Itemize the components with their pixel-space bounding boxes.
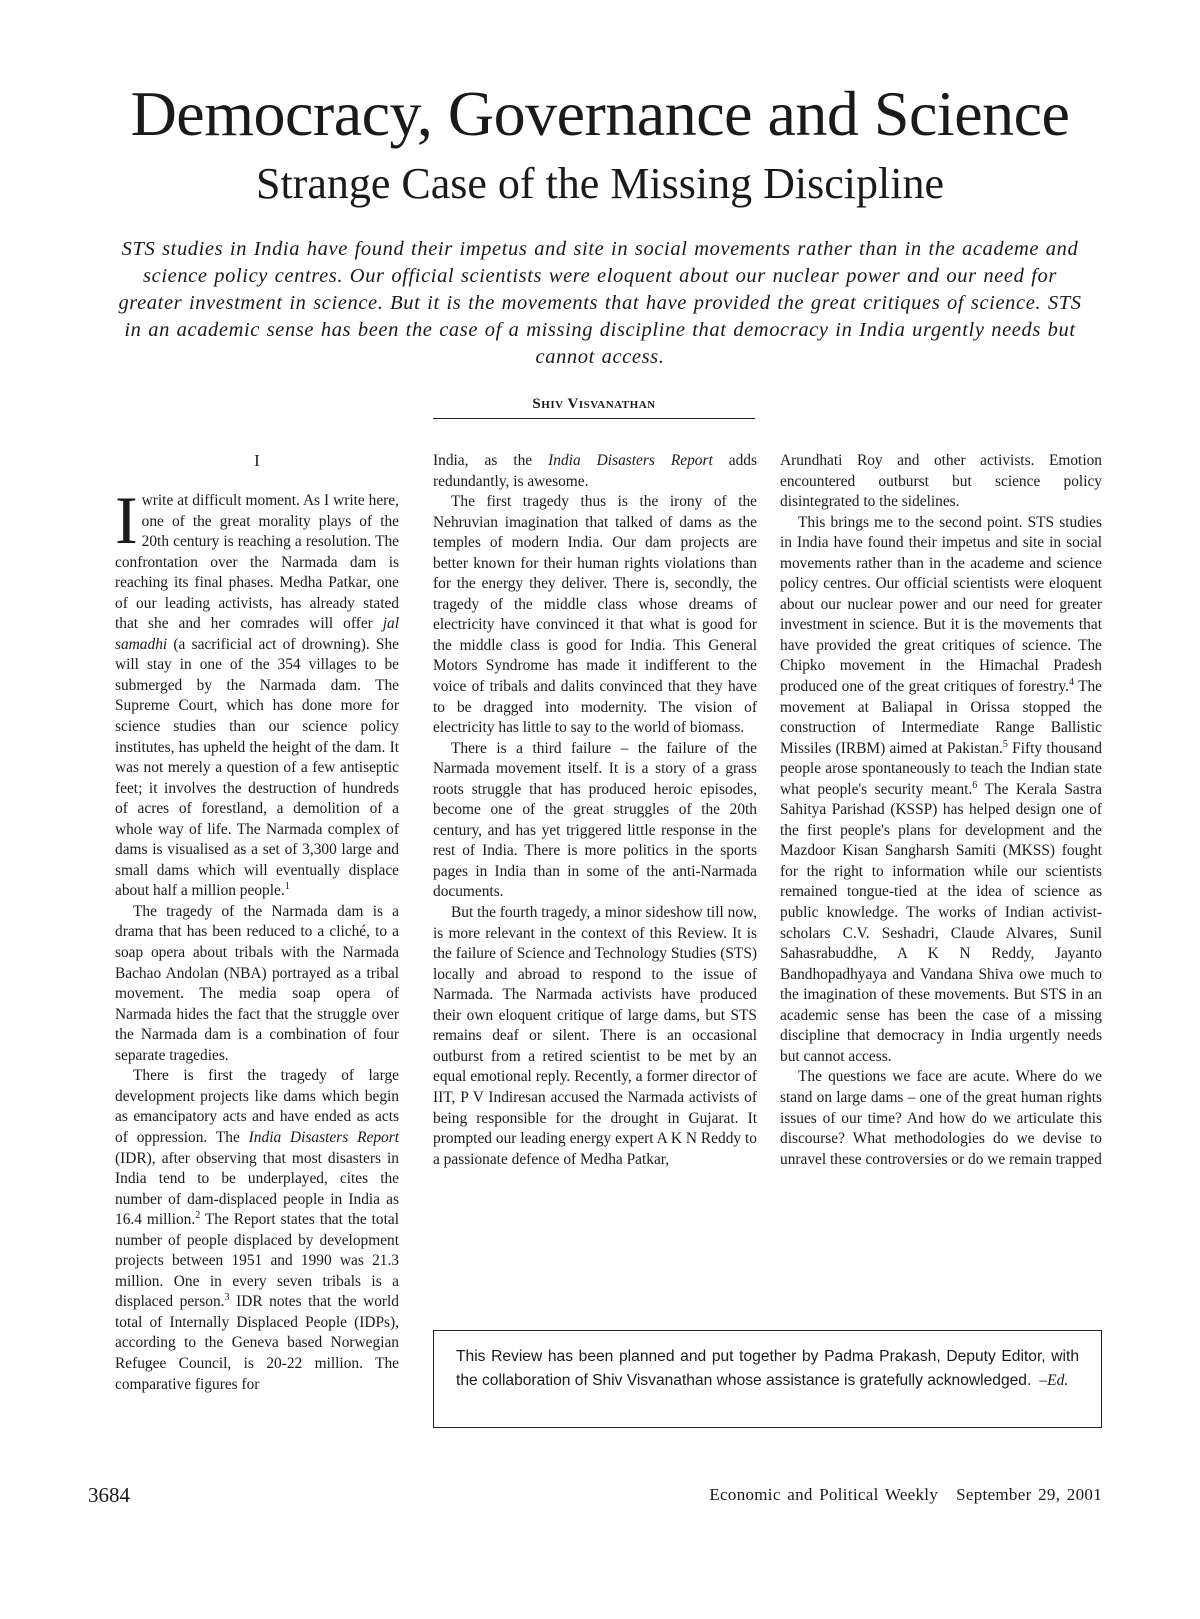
article-abstract: STS studies in India have found their impetus and site in social movements rather than in the academe and science policy centres. Our official scientists were eloquent about our nuclear power and our need for greater investment in science. But it is the movements that have provided the great critiques of science. STS in an academic sense has been the case of a missing discipline that democracy in India urgently needs but cannot access.	[118, 238, 1082, 368]
column-1	[115, 451, 399, 1395]
footnote-ref: 4	[1068, 677, 1074, 689]
paragraph: There is a third failure – the failure of the Narmada movement itself. It is a story of a grass roots struggle that has produced heroic episodes, become one of the great struggles of the 20th century, and has yet triggered little response in the rest of India. There is more politics in the sports pages in India than in some of the anti-Narmada documents.	[433, 739, 757, 901]
section-numeral: I	[254, 451, 260, 470]
journal-name: Economic and Political Weekly	[709, 1485, 939, 1504]
column-2	[433, 451, 757, 1170]
footnote-ref: 1	[284, 881, 290, 893]
editor-note-text: This Review has been planned and put together by Padma Prakash, Deputy Editor, with the collaboration of Shiv Visvanathan whose assistance is gratefully acknowledged.	[456, 1348, 1079, 1389]
column-3	[780, 451, 1102, 1170]
paragraph: There is first the tragedy of large development projects like dams which begin as emancipatory acts and have ended as acts of oppression. The India Disasters Report (IDR), after observing that most disasters in India tend to be underplayed, cites the number of dam-displaced people in India as 16.4 million.$^2$ The Report states that the total number of people displaced by development projects between 1951 and 1990 was 21.3 million. One in every seven tribals is a displaced person.$^3$ IDR notes that the world total of Internally Displaced People (IDPs), according to the Geneva based Norwegian Refugee Council, is 20-22 million. The comparative figures for	[115, 1067, 399, 1393]
running-footer	[709, 1485, 1102, 1505]
paragraph: I write at difficult moment. As I write here, one of the great morality plays of the 20th century is reaching a resolution. The confrontation over the Narmada dam is reaching its final phases. Medha Patkar, one of our leading activists, has already stated that she and her comrades will offer jal samadhi (a sacrificial act of drowning). She will stay in one of the 354 villages to be submerged by the Narmada dam. The Supreme Court, which has done more for science studies than our science policy institutes, has upheld the height of the dam. It was not merely a question of a few antiseptic feet; it involves the destruction of hundreds of acres of forestland, a demolition of a whole way of life. The Narmada complex of dams is visualised as a set of 3,300 large and small dams which will eventually displace about half a million people.$^1$	[115, 482, 399, 900]
footnote-ref: 2	[195, 1210, 201, 1222]
paragraph: But the fourth tragedy, a minor sideshow till now, is more relevant in the context of this Review. It is the failure of Science and Technology Studies (STS) locally and abroad to respond to the issue of Narmada. The Narmada activists have produced their own eloquent critique of large dams, but STS remains deaf or silent. There is an occasional outburst from a retired scientist to be met by an equal emotional reply. Recently, a former director of IIT, P V Indiresan accused the Narmada activists of being responsible for the drought in Gujarat. It prompted our leading energy expert A K N Reddy to a passionate defence of Medha Patkar,	[433, 904, 757, 1168]
footnote-ref: 5	[1002, 738, 1008, 750]
article-title: Democracy, Governance and Science	[130, 78, 1070, 149]
footnote-ref: 3	[224, 1292, 230, 1304]
paragraph: The first tragedy thus is the irony of the Nehruvian imagination that talked of dams as the temples of modern India. Our dam projects are better known for their human rights violations than for the energy they deliver. There is, secondly, the tragedy of the middle class whose dreams of electricity have convinced it that what is good for the middle class is good for India. This General Motors Syndrome has made it indifferent to the voice of tribals and dalits convinced that they have to be dragged into modernity. The vision of electricity has little to say to the world of biomass.	[433, 493, 757, 737]
author-byline: Shiv Visvanathan	[433, 396, 755, 419]
footnote-ref: 6	[972, 779, 978, 791]
issue-date: September 29, 2001	[956, 1485, 1102, 1504]
drop-cap: I	[115, 482, 138, 558]
page-number: 3684	[88, 1483, 130, 1507]
article-subtitle: Strange Case of the Missing Discipline	[255, 159, 944, 208]
paragraph: India, as the India Disasters Report adds redundantly, is awesome.	[433, 452, 757, 490]
editor-note-box	[433, 1330, 1102, 1428]
paragraph: Arundhati Roy and other activists. Emotion encountered outburst but science policy disintegrated to the sidelines.	[780, 452, 1102, 511]
editor-signoff: –Ed.	[1039, 1372, 1069, 1389]
paragraph: The tragedy of the Narmada dam is a drama that has been reduced to a cliché, to a soap opera about tribals with the Narmada Bachao Andolan (NBA) portrayed as a tribal movement. The media soap opera of Narmada hides the fact that the struggle over the Narmada dam is a combination of four separate tragedies.	[115, 902, 399, 1064]
paragraph: The questions we face are acute. Where do we stand on large dams – one of the great human rights issues of our time? And how do we articulate this discourse? What methodologies do we devise to unravel these controversies or do we remain trapped	[780, 1068, 1102, 1168]
paragraph: This brings me to the second point. STS studies in India have found their impetus and site in social movements rather than in the academe and science policy centres. Our official scientists were eloquent about our nuclear power and our need for greater investment in science. But it is the movements that have provided the great critiques of science. The Chipko movement in the Himachal Pradesh produced one of the great critiques of forestry.$^4$ The movement at Baliapal in Orissa stopped the construction of Intermediate Range Ballistic Missiles (IRBM) aimed at Pakistan.$^5$ Fifty thousand people arose spontaneously to teach the Indian state what people's security meant.$^6$ The Kerala Sastra Sahitya Parishad (KSSP) has helped design one of the first people's plans for development and the Mazdoor Kisan Sangharsh Samiti (MKSS) fought for the right to information while our scientists remained tongue-tied at the idea of science as public knowledge. The works of Indian activist-scholars C.V. Seshadri, Claude Alvares, Sunil Sahasrabuddhe, A K N Reddy, Jayanto Bandhopadhyaya and Vandana Shiva owe much to the imagination of these movements. But STS in an academic sense has been the case of a missing discipline that democracy in India urgently needs but cannot access.	[780, 513, 1103, 1065]
